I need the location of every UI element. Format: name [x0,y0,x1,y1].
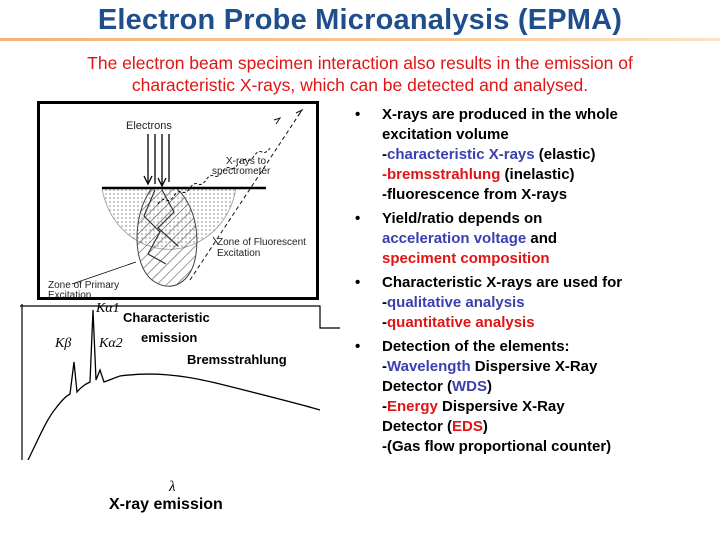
bullet-item: • X-rays are produced in the whole excitation volume [355,106,618,143]
electron-beam [144,134,169,186]
sub-item: -characteristic X-rays (elastic) [382,146,596,163]
page-title: Electron Probe Microanalysis (EPMA) [97,4,623,36]
bullet-marker: • [355,210,361,227]
sub-item: -quantitative analysis [382,314,535,331]
bullet-marker: • [355,274,361,291]
sub-item: -Wavelength Dispersive X-Ray Detector (WDS) [382,358,598,395]
bullet-marker: • [355,106,361,123]
bullet-item: • Yield/ratio depends on acceleration voltage and speciment composition [355,210,558,267]
lambda-axis-label: λ [169,479,176,495]
interaction-volume-drawing [40,104,319,300]
bremsstrahlung-label: Bremsstrahlung [187,352,287,367]
primary-zone-label: Zone of Primary [48,280,120,291]
sub-item: -(Gas flow proportional counter) [382,438,612,455]
sub-item: -qualitative analysis [382,294,525,311]
emission-label: emission [141,330,198,345]
sub-item: -fluorescence from X-rays [382,186,568,203]
spectrometer-label: spectrometer [212,166,271,177]
sub-item: -bremsstrahlung (inelastic) [382,166,575,183]
kalpha2-label: Kα2 [99,336,123,351]
xray-spectrum-figure [20,300,340,460]
fluorescent-zone-label: Zone of Fluorescent [217,237,306,248]
primary-zone [137,188,197,286]
kalpha1-label: Kα1 [96,301,120,316]
bullet-item: • Characteristic X-rays are used for [355,274,623,291]
subtitle [0,52,720,96]
xray-emission-caption: X-ray emission [109,496,223,513]
bullet-item: • Detection of the elements: [355,338,570,355]
sub-item: -Energy Dispersive X-Ray Detector (EDS) [382,398,565,435]
interaction-volume-figure [37,101,319,300]
characteristic-label: Characteristic [123,310,210,325]
bullet-list [352,105,692,457]
fluorescent-zone-label-2: Excitation [217,248,261,259]
bullet-marker: • [355,338,361,355]
primary-zone-label-2: Excitation [48,290,92,300]
title-underline [0,38,720,41]
kbeta-label: Kβ [55,336,72,351]
subtitle-line-2: characteristic X-rays, which can be detected and analysed. [131,75,589,95]
electrons-label: Electrons [126,120,172,132]
subtitle-line-1: The electron beam specimen interaction also results in the emission of [87,53,633,73]
xrays-to-label: X-rays to [226,156,267,167]
